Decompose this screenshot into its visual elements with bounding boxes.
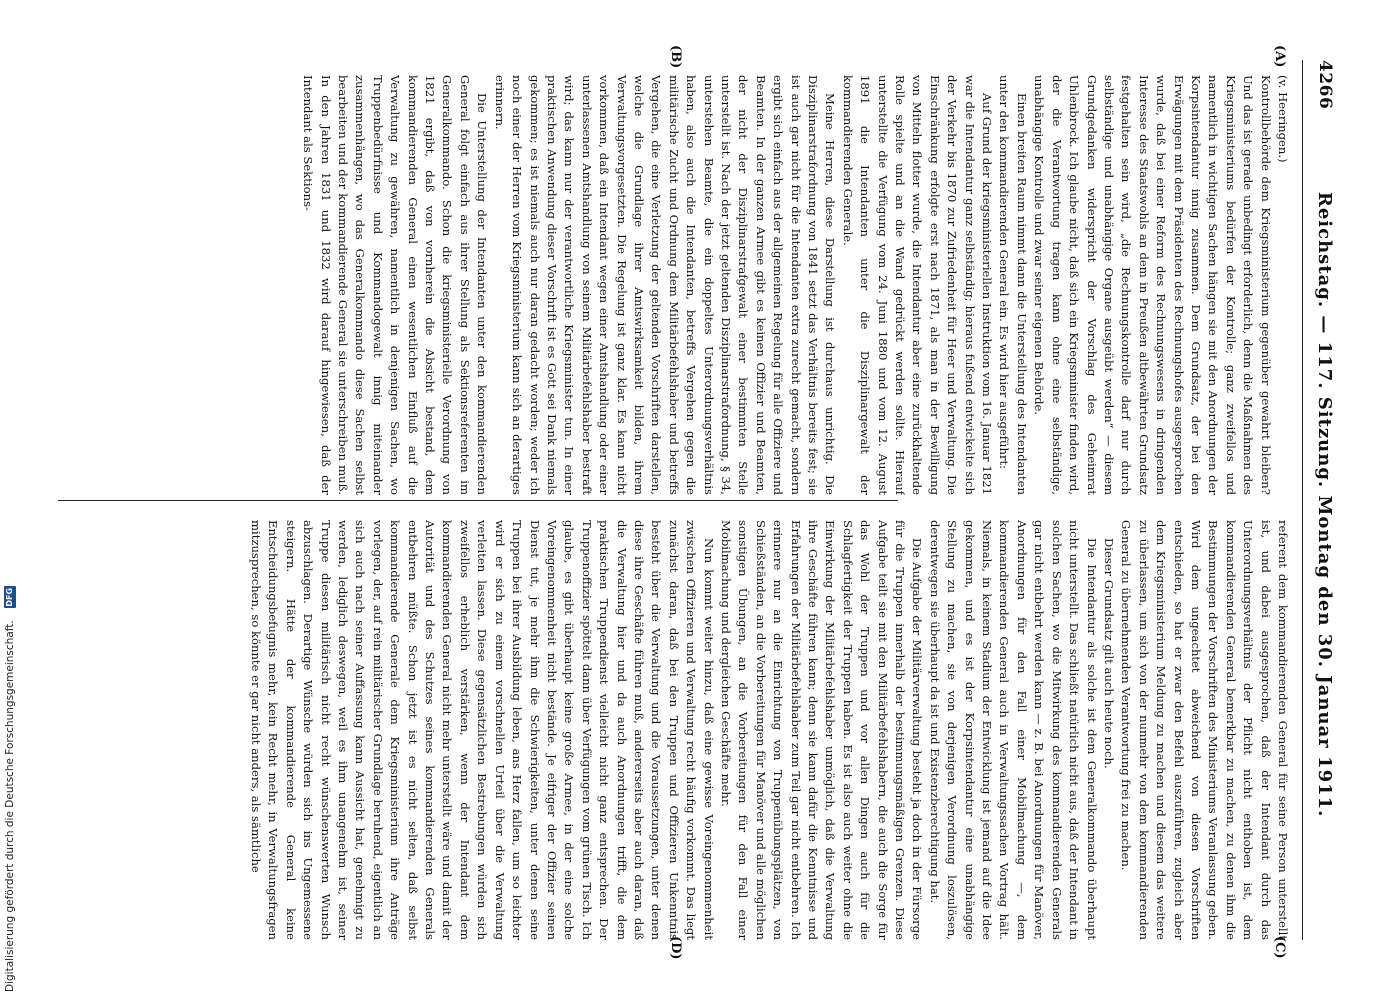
paragraph: Meine Herren, diese Darstellung ist durchaus unrichtig. Die Disziplinarstrafordnung von 1841 setzt das Verhältnis bereits fest; sie ist auch gar nicht für die Intendanten extra zurecht gemacht, sondern ergibt sich einfach aus der allgemeinen Regelung für alle Offiziere und Beamten. In der ganzen Armee gibt es keinen Offizier und Beamten, der nicht der Disziplinarstrafgewalt einer bestimmten Stelle unterstellt ist. Nach der jetzt geltenden Disziplinarstrafordnung, § 34, unterstehen Beamte, die ein doppeltes Unterordnungsverhältnis haben, also auch die Intendanten, betreffs Vergehen gegen die militärische Zucht und Ordnung dem Militärbefehlshaber und betreffs Vergehen, die eine Verletzung der geltenden Vorschriften darstellen, welche die Grundlage ihrer Amtswirksamkeit bilden, ihrem Verwaltungsvorgesetzten. Die Regelung ist ganz klar. Es kann nicht vorkommen, daß ein Intendant wegen einer Amtshandlung oder einer unterlassenen Amtshandlung von seinem Militärbefehlshaber bestraft wird; das kann nur der verantwortliche Kriegsminister tun. In einer praktischen Anwendung dieser Vorschrift ist es Gott sei Dank niemals gekommen; es ist niemals auch nur daran gedacht worden; weder ich noch einer der Herren vom Kriegsministerium kann sich an derartiges erinnern. — [492, 75, 838, 495]
page-number: 4266 — [1315, 60, 1335, 110]
right-column — [61, 520, 1291, 940]
header-rule — [1302, 60, 1303, 940]
paragraph: (v. Heeringen.) — [1276, 75, 1290, 163]
digitization-footnote — [0, 0, 20, 1000]
dfg-logo-icon: DFG — [5, 587, 14, 607]
column-divider — [58, 500, 898, 501]
paragraph: Einen breiten Raum nimmt dann die Unterstellung des Intendanten unter den kommandierenden General ein. Es wird hier ausgeführt: — [997, 75, 1029, 495]
paragraph: Die Aufgabe der Militärverwaltung besteht ja doch in der Fürsorge für die Truppen innerhalb der bestimmungsmäßigen Grenzen. Diese Aufgabe teilt sie mit den Militärbefehlshabern, die auch die Sorge für das Wohl der Truppen und vor allen Dingen auch für die Schlagfertigkeit der Truppen haben. Es ist also auch weiter ohne die Einwirkung der Militärbefehlshaber unmöglich, daß die Verwaltung ihre Geschäfte führen kann; denn sie kann dafür die Kenntnisse und Erfahrungen der Militärbefehlshaber zum Teil gar nicht entbehren. Ich erinnere nur an die Einrichtung von Truppenübungsplätzen, von Schießständen, an die Vorbereitungen für Manöver und alle möglichen sonstigen Übungen, an die Vorbereitungen für den Fall einer Mobilmachung und dergleichen Geschäfte mehr. — [719, 520, 925, 940]
paragraph: Die Intendantur als solche ist dem Generalkommando überhaupt nicht unterstellt. Das schließt natürlich nicht aus, daß der Intendant in solchen Sachen, wo die Mitwirkung des kommandierenden Generals gar nicht entbehrt werden kann — z. B. bei Anordnungen für Manöver, Anordnungen für den Fall einer Mobilmachung —, dem kommandierenden General auch in Verwaltungssachen Vortrag hält. Niemals, in keinem Stadium der Entwicklung ist jemand auf die Idee gekommen, und es ist der Korpsintendantur eine unabhängige Stellung zu machen, sie von derjenigen Verordnung loszulösen, derentwegen sie überhaupt da ist und Existenzberechtigung hat. — [927, 520, 1099, 940]
paragraph: Kontrollbehörde dem Kriegsministerium gegenüber gewahrt bleiben? Und das ist gerade unbedingt erforderlich, denn die Maßnahmen des Kriegsministeriums bedürfen der Kontrolle; ganz zweifellos und namentlich in wichtigen Sachen hängen sie mit den Anordnungen der Korpsintendantur innig zusammen. Dem Grundsatz, der bei den Erwägungen mit dem Präsidenten des Rechnungshofes ausgesprochen wurde, daß bei einer Reform des Rechnungswesens in dringenden Interesse des Staatswohls an dem in Preußen altbewährten Grundsatz festgehalten sein wird, „die Rechnungskontrolle darf nur durch selbständige und unabhängige Organe ausgeübt werden“ — diesem Grundgedanken widerspricht der Vorschlag des Geheimrat Uhlenbrock. Ich glaube nicht, daß sich ein Kriegsminister finden wird, der die Verantwortung tragen kann ohne eine selbständige, unabhängige Kontrolle und zwar seiner eigenen Behörde. — [1032, 75, 1273, 495]
paragraph: Auf Grund der kriegsministeriellen Instruktion vom 16. Januar 1821 war die Intendantur ganz selbständig; hieraus fußend entwickelte sich der Verkehr bis 1870 zur Zufriedenheit für Heer und Verwaltung. Die Einschränkung erfolgte erst nach 1871, als man in der Bewilligung von Mitteln flotter wurde, die Intendantur aber eine zurückhaltende Rolle spielte und an die Wand gedrückt werden sollte. Hierauf unterstellte die Verfügung vom 24. Juni 1880 und vom 12. August 1891 die Intendanten unter die Disziplinargewalt der kommandierenden Generale. — [840, 75, 995, 495]
page-header — [1307, 60, 1343, 940]
margin-mark-d: (D) — [668, 936, 683, 960]
page-title: Reichstag. — 117. Sitzung. Montag den 30. Januar 1911. — [1314, 191, 1336, 818]
paragraph: Nun kommt weiter hinzu, daß eine gewisse Voreingenommenheit zwischen Offizieren und Verwaltung recht häufig vorkommt. Das liegt zunächst daran, daß bei den Truppen und Offizieren Unkenntnis besteht über die Verwaltung und die Voraussetzungen, unter denen diese ihre Geschäfte führen muß, andererseits aber auch daran, daß die Verwaltung hier und da auch Anordnungen trifft, die dem praktischen Truppendienst vielleicht nicht ganz entsprechen. Der Truppenoffizier spöttelt dann über Verfügungen vom grünen Tisch. Ich glaube, es gibt überhaupt keine große Armee, in der eine solche Voreingenommenheit nicht bestände. Je eifriger der Offizier seinen Dienst tut, je mehr ihm die Schwierigkeiten, unter denen seine Truppen bei ihrer Ausbildung leben, ans Herz fallen, um so leichter wird er sich zu einem vorschnellen Urteil über die Verwaltung verleiten lassen. Diese gegensätzlichen Bestrebungen würden sich zweifellos erheblich verstärken, wenn der Intendant dem kommandierenden General nicht mehr unterstellt wäre und damit der Autorität und des Schutzes seines kommandierenden Generals entbehren müßte. Schon jetzt ist es nicht selten, daß selbst kommandierende Generale dem Kriegsministerium ihre Anträge vorlegen, der, auf rein militärischer Grundlage beruhend, eigentlich an sich auch nach seiner Auffassung kann Aussicht hat, genehmigt zu werden, lediglich deswegen, weil es ihm unangenehm ist, seiner Truppe diesen militärisch nicht recht wünschenswerten Wunsch abzuschlagen. Derartige Wünsche würden sich ins Ungemessene steigern. Hätte der kommandierende General keine Entscheidungsbefugnis mehr, kein Recht mehr, in Verwaltungsfragen mitzusprechen, so könnte er gar nicht anders, als sämtliche — [249, 520, 716, 940]
paragraph: referent dem kommandierenden General für seine Person unterstellt ist, und dabei ausgesprochen, daß der Intendant durch das Unterordnungsverhältnis der Pflicht nicht enthoben ist, dem kommandierenden General bemerkbar zu machen, zu denen ihm die Bestimmungen der Vorschriften des Ministeriums Veranlassung geben. Wird dem ungeachtet abweichend von diesen Vorschriften entschieden, so hat er zwar den Befehl auszuführen, zugleich aber dem Kriegsministerium Meldung zu machen und diesem das weitere zu überlassen, um sich von der nunmehr von dem kommandierenden General zu übernehmenden Verantwortung frei zu machen. — [1119, 520, 1290, 940]
paragraph: Die Unterstellung der Intendanten unter den kommandierenden General folgt einfach aus ihrer Stellung als Sektionsreferenten im Generalkommando. Schon die kriegsministerielle Verordnung von 1821 ergibt, daß von vornherein die Absicht bestand, dem kommandierenden General einen wesentlichen Einfluß auf die Verwaltung zu gewähren, namentlich in denjenigen Sachen, wo Truppenbedürfnisse und Kommandogewalt innig miteinander zusammenhängen, wo das Generalkommando diese Sachen selbst bearbeiten und der kommandierende General sie unterschreiben muß. In den Jahren 1831 und 1832 wird darauf hingewiesen, daß der Intendant als Sektions- — [301, 75, 490, 495]
left-column — [61, 75, 1291, 495]
paragraph: Dieser Grundsatz gilt auch heute noch. — [1101, 538, 1116, 769]
margin-mark-c: (C) — [1272, 936, 1287, 959]
margin-mark-b: (B) — [668, 45, 683, 69]
margin-mark-a: (A) — [1272, 45, 1287, 68]
footnote-text: Digitalisierung gefördert durch die Deutsche Forschungsgemeinschaft. — [4, 620, 16, 992]
